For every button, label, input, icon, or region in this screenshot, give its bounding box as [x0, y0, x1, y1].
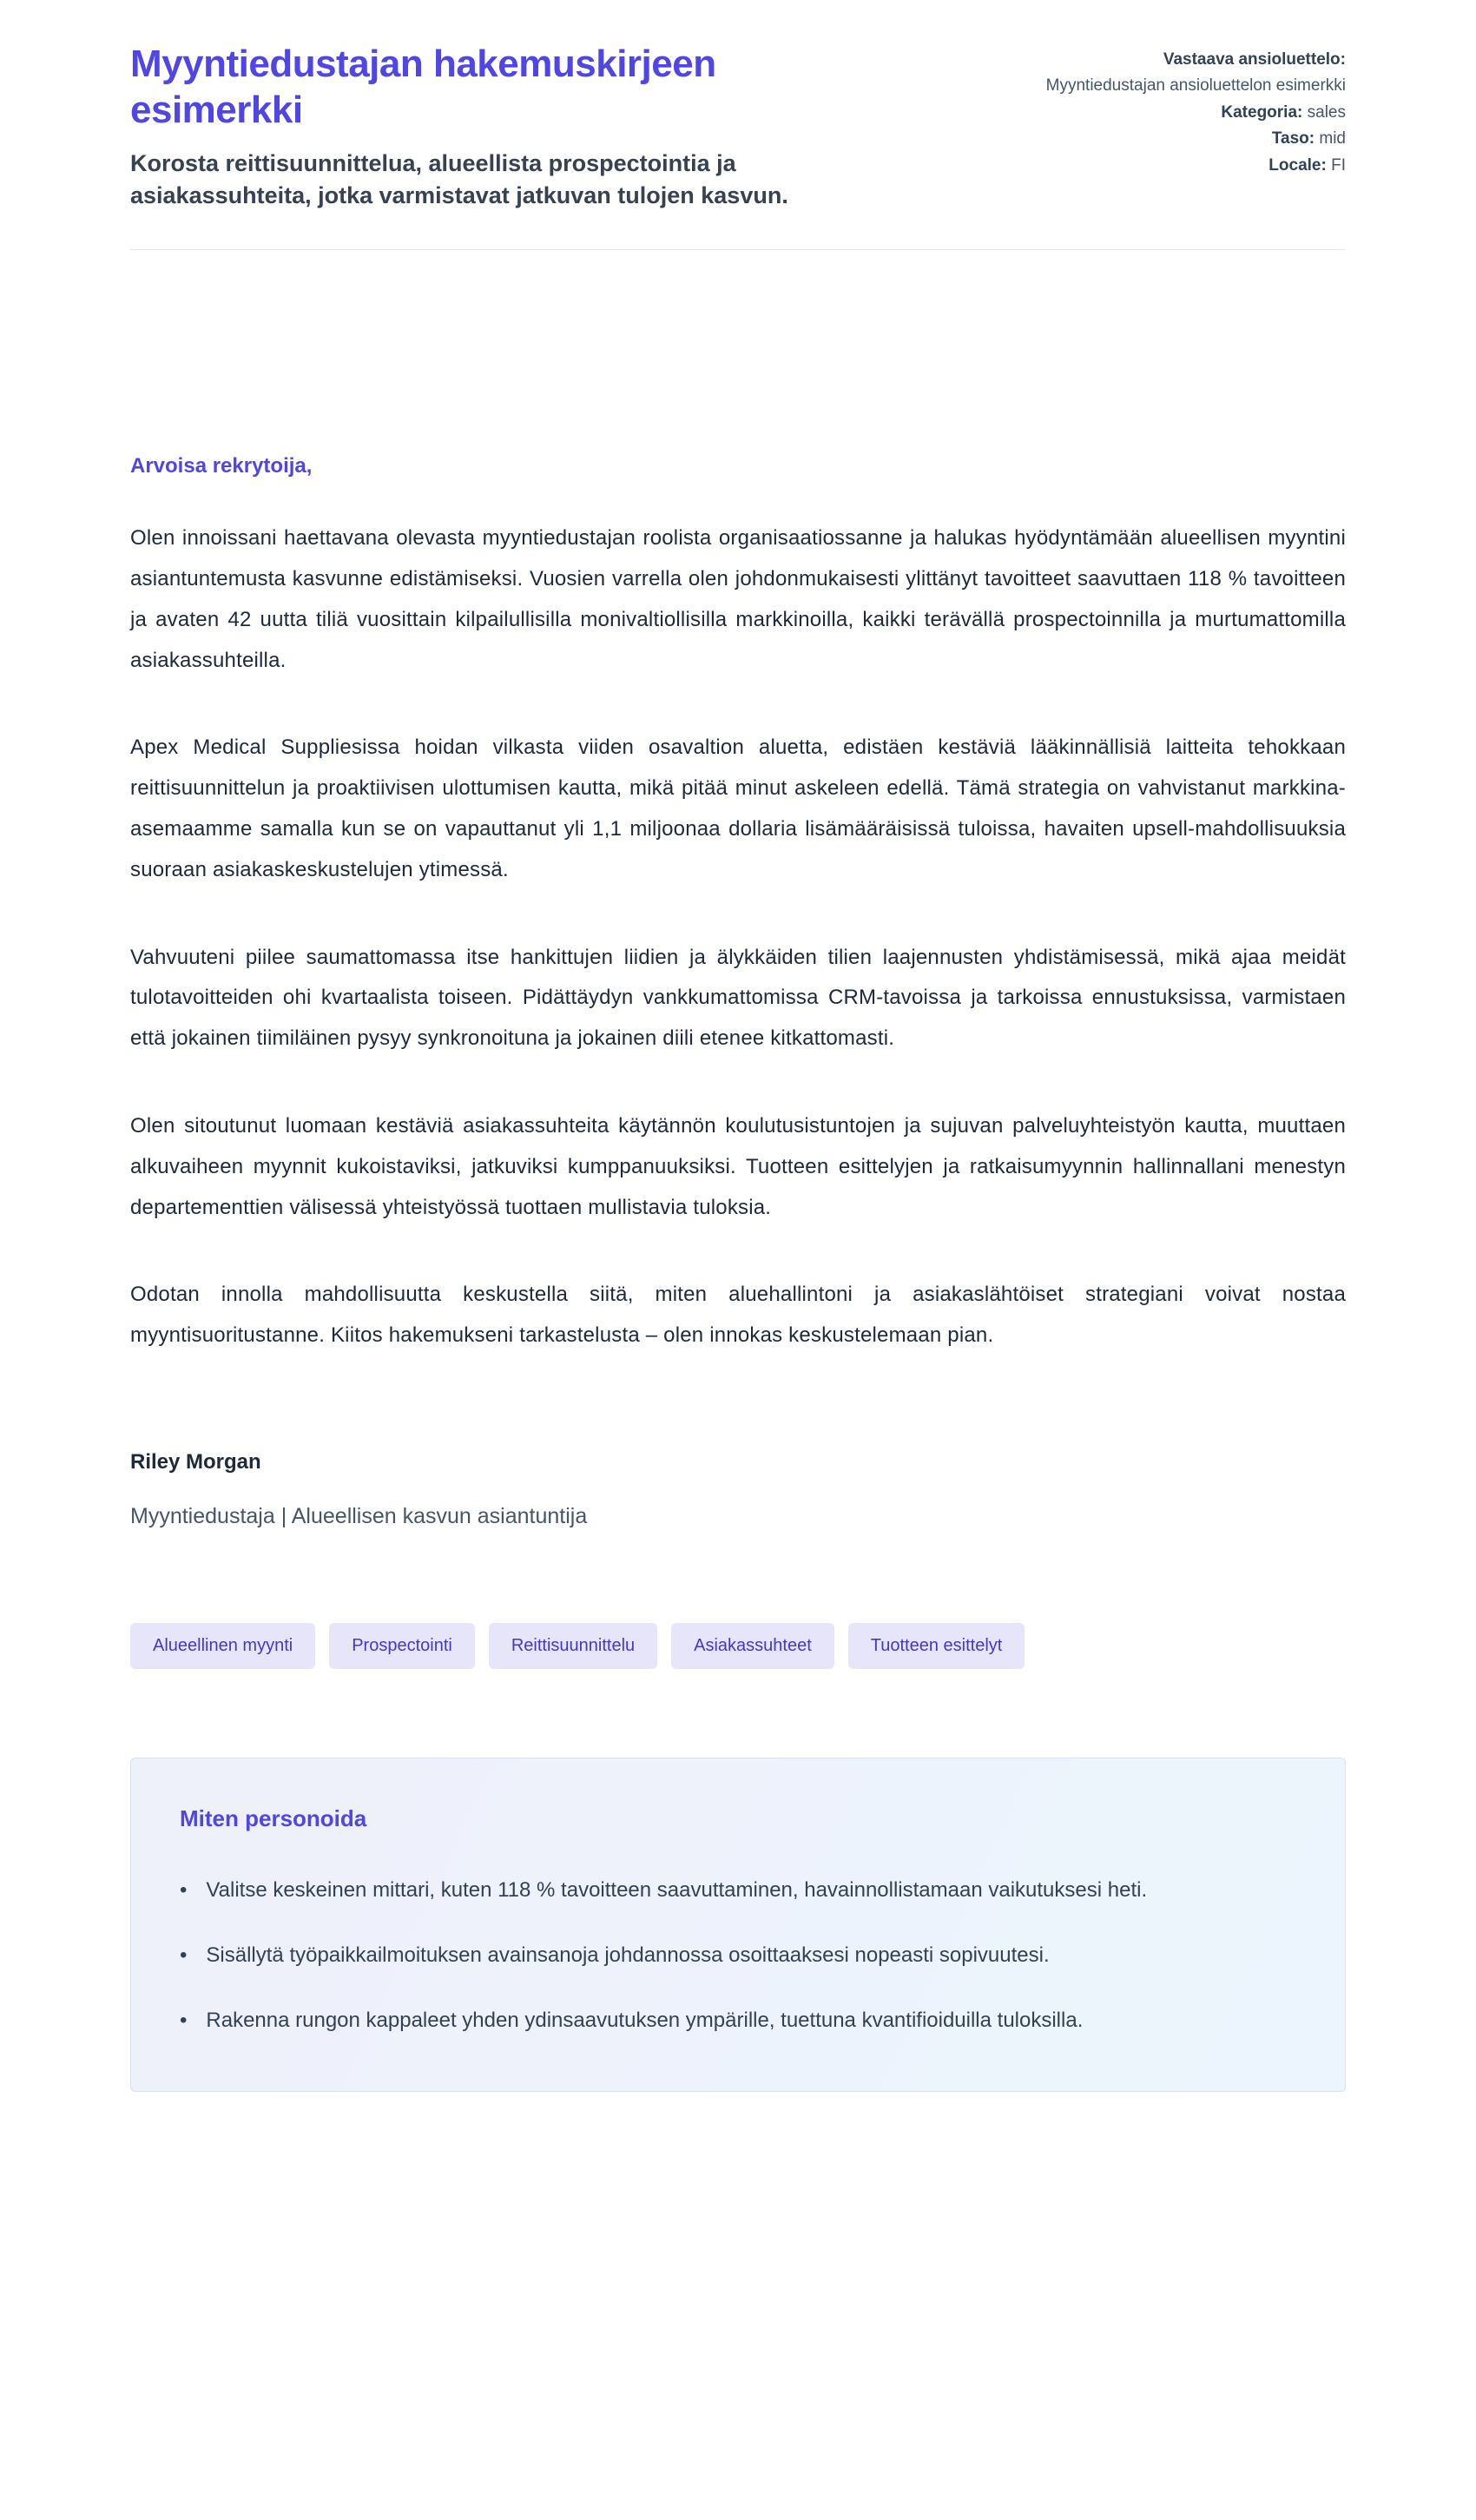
- locale-label: Locale:: [1268, 155, 1327, 175]
- meta-panel: [1046, 42, 1346, 213]
- tag-asiakassuhteet[interactable]: Asiakassuhteet: [671, 1623, 834, 1669]
- skill-tags: [130, 1623, 1346, 1669]
- callout-bullet-item: [180, 1936, 1296, 1976]
- level-value: mid: [1319, 129, 1346, 148]
- page-title: Myyntiedustajan hakemuskirjeen esimerkki: [130, 43, 716, 131]
- meta-row-locale: [1046, 153, 1346, 179]
- header-divider: [130, 249, 1346, 250]
- bullet-icon: [180, 1870, 187, 1911]
- signature-role: Myyntiedustaja | Alueellisen kasvun asiantuntija: [130, 1503, 588, 1528]
- cover-letter-body: [130, 454, 1346, 1529]
- tag-alueellinen-myynti[interactable]: Alueellinen myynti: [130, 1623, 315, 1669]
- letter-paragraph: Apex Medical Suppliesissa hoidan vilkasta viiden osavaltion aluetta, edistäen kestäviä lääkinnällisiä laitteita tehokkaan reittisuunnittelun ja proaktiivisen ulottumisen kautta, mikä pitää minut askeleen edellä. Tämä strategia on vahvistanut markkina-asemaamme samalla kun se on vapauttanut yli 1,1 miljoonaa dollaria lisämääräisissä tuloissa, havaiten upsell-mahdollisuuksia suoraan asiakaskeskustelujen ytimessä.: [130, 736, 1346, 881]
- title-block: [130, 42, 834, 213]
- locale-value: FI: [1331, 155, 1346, 175]
- how-to-personalize-callout: [130, 1758, 1346, 2092]
- letter-paragraph: Olen innoissani haettavana olevasta myyntiedustajan roolista organisaatiossanne ja halukas hyödyntämään alueellisen myyntini asiantuntemusta kasvunne edistämiseksi. Vuosien varrella olen johdonmukaisesti ylittänyt tavoitteet saavuttaen 118 % tavoitteen ja avaten 42 uutta tiliä vuosittain kilpailullisilla monivaltiollisilla markkinoilla, kaikki terävällä prospectoinnilla ja murtumattomilla asiakassuhteilla.: [130, 526, 1346, 672]
- letter-greeting: Arvoisa rekrytoija,: [130, 454, 313, 478]
- signature-block: [130, 1450, 1346, 1529]
- page-header: [130, 42, 1346, 250]
- letter-paragraph: Vahvuuteni piilee saumattomassa itse hankittujen liidien ja älykkäiden tilien laajennusten yhdistämisessä, mikä ajaa meidät tulotavoitteiden ohi kvartaalista toiseen. Pidättäydyn vankkumattomissa CRM-tavoissa ja tarkoissa ennustuksissa, varmistaen että jokainen tiimiläinen pysyy synkronoituna ja jokainen diili etenee kitkattomasti.: [130, 945, 1346, 1051]
- level-label: Taso:: [1271, 129, 1315, 148]
- matching-resume-label: Vastaava ansioluettelo:: [1163, 50, 1346, 69]
- callout-bullet-item: [180, 1870, 1296, 1911]
- matching-resume-value: Myyntiedustajan ansioluettelon esimerkki: [1045, 76, 1346, 96]
- callout-bullet-item: [180, 2001, 1296, 2042]
- callout-bullet-text: Rakenna rungon kappaleet yhden ydinsaavutuksen ympärille, tuettuna kvantifioiduilla tuloksilla.: [206, 2008, 1084, 2032]
- meta-row-level: [1046, 126, 1346, 152]
- category-label: Kategoria:: [1221, 102, 1303, 122]
- page-subtitle: Korosta reittisuunnittelua, alueellista prospectointia ja asiakassuhteita, jotka varmistavat jatkuvan tulojen kasvun.: [130, 149, 788, 209]
- tag-prospectointi[interactable]: Prospectointi: [329, 1623, 475, 1669]
- content-column: [130, 0, 1346, 2092]
- tag-tuotteen-esittelyt[interactable]: Tuotteen esittelyt: [848, 1623, 1025, 1669]
- category-value: sales: [1307, 102, 1346, 122]
- bullet-icon: [180, 1936, 187, 1976]
- callout-bullet-text: Valitse keskeinen mittari, kuten 118 % tavoitteen saavuttaminen, havainnollistamaan vaikutuksesi heti.: [206, 1877, 1148, 1902]
- letter-paragraph: Olen sitoutunut luomaan kestäviä asiakassuhteita käytännön koulutusistuntojen ja sujuvan palveluyhteistyön kautta, muuttaen alkuvaiheen myynnit kukoistaviksi, jatkuviksi kumppanuuksiksi. Tuotteen esittelyjen ja ratkaisumyynnin hallinnallani menestyn departementtien välisessä yhteistyössä tuottaen mullistavia tuloksia.: [130, 1113, 1346, 1219]
- meta-row-matching-resume: [1046, 47, 1346, 100]
- callout-bullet-text: Sisällytä työpaikkailmoituksen avainsanoja johdannossa osoittaaksesi nopeasti sopivuutesi.: [206, 1943, 1050, 1967]
- callout-bullet-list: [180, 1870, 1296, 2041]
- signature-name: Riley Morgan: [130, 1449, 261, 1474]
- bullet-icon: [180, 2001, 187, 2042]
- header-row: [130, 42, 1346, 213]
- tag-reittisuunnittelu[interactable]: Reittisuunnittelu: [489, 1623, 657, 1669]
- callout-title: Miten personoida: [180, 1804, 367, 1831]
- letter-paragraph: Odotan innolla mahdollisuutta keskustella siitä, miten aluehallintoni ja asiakaslähtöiset strategiani voivat nostaa myyntisuoritustanne. Kiitos hakemukseni tarkastelusta – olen innokas keskustelemaan pian.: [130, 1283, 1346, 1348]
- meta-row-category: [1046, 100, 1346, 126]
